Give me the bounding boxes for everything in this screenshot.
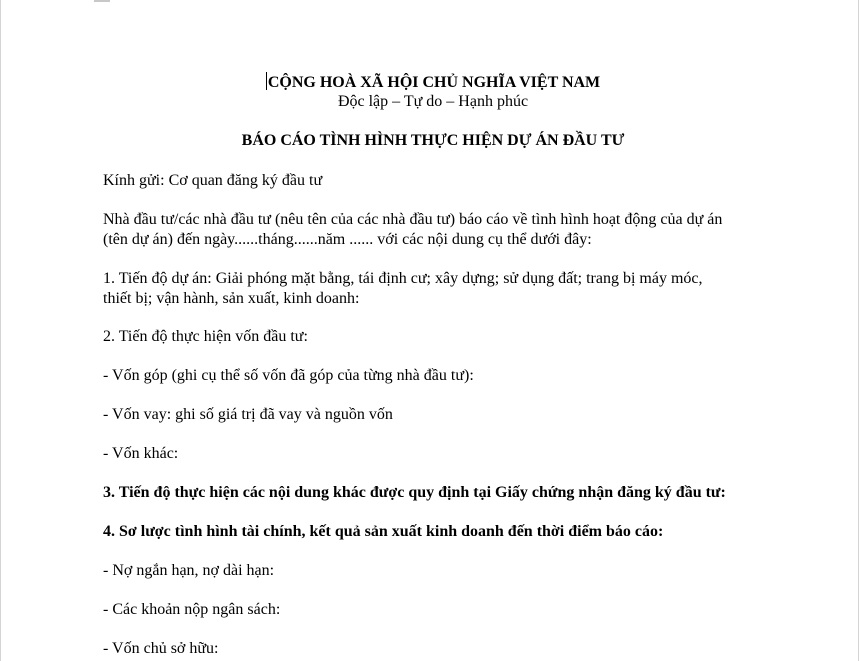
nation-heading: [103, 72, 763, 93]
section-4-item-budget-payments: - Các khoản nộp ngân sách:: [103, 601, 281, 618]
section-4-heading: 4. Sơ lược tình hình tài chính, kết quả sản xuất kinh doanh đến thời điểm báo cáo:: [103, 523, 664, 540]
nation-heading-text: CỘNG HOÀ XÃ HỘI CHỦ NGHĨA VIỆT NAM: [267, 74, 601, 91]
section-4-item-debts: - Nợ ngắn hạn, nợ dài hạn:: [103, 562, 275, 579]
section-2-heading: 2. Tiến độ thực hiện vốn đầu tư:: [103, 328, 308, 345]
document-title: BÁO CÁO TÌNH HÌNH THỰC HIỆN DỰ ÁN ĐẦU TƯ: [241, 132, 625, 149]
section-2-item-other-capital: - Vốn khác:: [103, 445, 179, 462]
text-cursor: [266, 72, 267, 90]
ruler-mark: [94, 0, 110, 2]
section-3-heading: 3. Tiến độ thực hiện các nội dung khác được quy định tại Giấy chứng nhận đăng ký đầu tư:: [103, 484, 726, 501]
intro-line-2: (tên dự án) đến ngày......tháng......năm ...... với các nội dung cụ thể dưới đây:: [103, 231, 592, 248]
section-4-item-owner-equity: - Vốn chủ sở hữu:: [103, 640, 219, 657]
section-2-item-loan-capital: - Vốn vay: ghi số giá trị đã vay và nguồn vốn: [103, 406, 393, 423]
motto: Độc lập – Tự do – Hạnh phúc: [337, 93, 529, 110]
section-1-line-2: thiết bị; vận hành, sản xuất, kinh doanh:: [103, 290, 360, 307]
intro-line-1: Nhà đầu tư/các nhà đầu tư (nêu tên của các nhà đầu tư) báo cáo về tình hình hoạt động của dự án: [103, 211, 723, 228]
recipient-line: Kính gửi: Cơ quan đăng ký đầu tư: [103, 172, 323, 189]
section-1-line-1: 1. Tiến độ dự án: Giải phóng mặt bằng, tái định cư; xây dựng; sử dụng đất; trang bị máy móc,: [103, 270, 703, 287]
section-2-item-contributed-capital: - Vốn góp (ghi cụ thể số vốn đã góp của từng nhà đầu tư):: [103, 367, 474, 384]
